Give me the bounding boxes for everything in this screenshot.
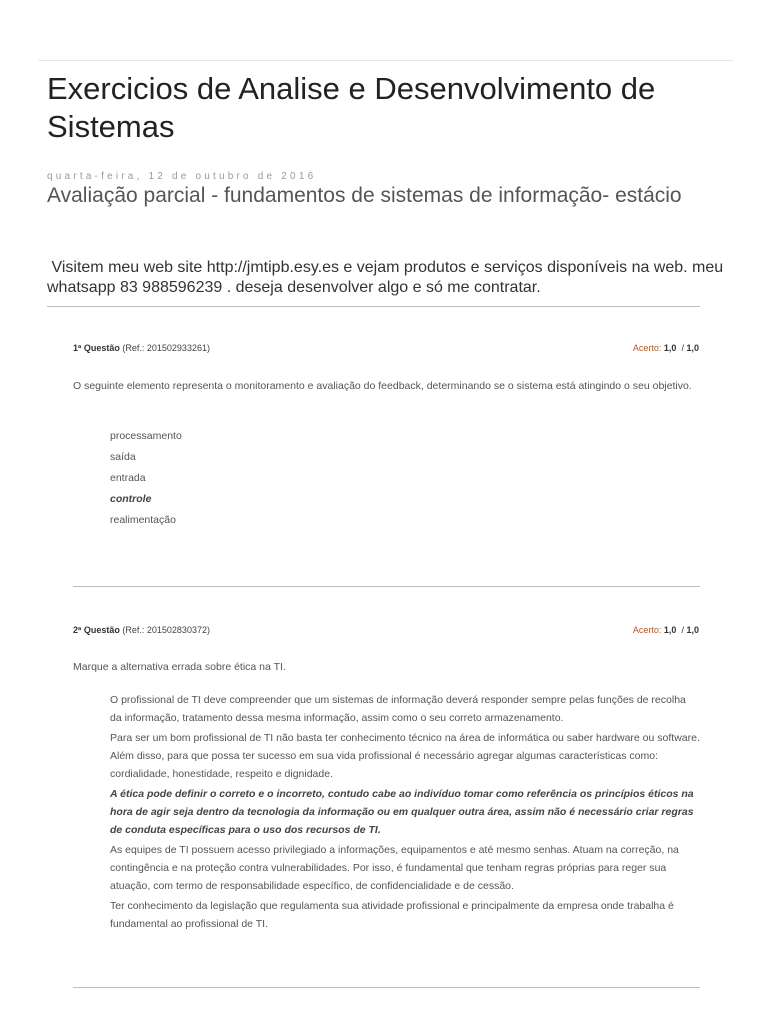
option-item[interactable]: saída xyxy=(110,451,136,463)
question-1-number: 1ª xyxy=(73,343,82,353)
question-1-ref: (Ref.: 201502933261) xyxy=(122,343,210,353)
question-2-number: 2ª xyxy=(73,625,82,635)
post-title[interactable]: Avaliação parcial - fundamentos de sistemas de informação- estácio xyxy=(47,184,682,207)
blog-title[interactable]: Exercicios de Analise e Desenvolvimento de Sistemas xyxy=(47,71,656,144)
post-intro: Visitem meu web site http://jmtipb.esy.es e vejam produtos e serviços disponíveis na web. meu whatsapp 83 988596239 . deseja desenvolver algo e só me contratar. xyxy=(47,259,728,296)
question-1-score xyxy=(633,343,699,353)
question-2-label: Questão xyxy=(83,625,120,635)
header-divider xyxy=(38,60,733,61)
option-item[interactable]: Ter conhecimento da legislação que regulamenta sua atividade profissional e principalmente da empresa onde trabalha é fundamental ao profissional de TI. xyxy=(110,900,674,930)
score-separator: / xyxy=(681,343,684,353)
score-label: Acerto: xyxy=(632,625,662,635)
score-value: 1,0 xyxy=(663,343,677,353)
option-item[interactable]: entrada xyxy=(110,472,146,484)
question-1-label: Questão xyxy=(83,343,120,353)
score-max: 1,0 xyxy=(686,343,699,353)
question-1-header xyxy=(73,343,210,353)
score-separator: / xyxy=(681,625,684,635)
option-item[interactable]: O profissional de TI deve compreender que um sistemas de informação deverá responder sempre pelas funções de recolha da informação, tratamento dessa mesma informação, assim como o seu correto armazenamento. xyxy=(110,694,686,724)
score-max: 1,0 xyxy=(686,625,699,635)
score-label: Acerto: xyxy=(632,343,662,353)
question-2-header xyxy=(73,625,210,635)
post-date: quarta-feira, 12 de outubro de 2016 xyxy=(47,171,317,182)
question-divider xyxy=(73,586,700,587)
option-item[interactable]: Para ser um bom profissional de TI não basta ter conhecimento técnico na área de informática ou saber hardware ou software. Além disso, para que possa ter sucesso em sua vida profissional é necessário agregar algumas características como: cordialidade, honestidade, respeito e dignidade. xyxy=(110,732,700,780)
option-item-selected[interactable]: controle xyxy=(110,493,152,505)
question-2-score xyxy=(633,625,699,635)
question-divider xyxy=(73,987,700,988)
intro-divider xyxy=(47,306,700,307)
option-item[interactable]: processamento xyxy=(110,430,182,442)
option-item[interactable]: As equipes de TI possuem acesso privilegiado a informações, equipamentos e até mesmo senhas. Atuam na correção, na contingência e na proteção contra vulnerabilidades. Por isso, é fundamental que tenham regras próprias para reger sua atuação, com termo de responsabilidade específico, de confidencialidade e de cessão. xyxy=(110,844,679,892)
score-value: 1,0 xyxy=(663,625,677,635)
question-2-statement: Marque a alternativa errada sobre ética na TI. xyxy=(73,661,286,673)
question-1-options xyxy=(110,426,700,531)
option-item-selected[interactable]: A ética pode definir o correto e o incorreto, contudo cabe ao indivíduo tomar como referência os princípios éticos na hora de agir seja dentro da tecnologia da informação ou em qualquer outra área, assim não é necessário criar regras de conduta específicas para o uso dos recursos de TI. xyxy=(110,788,694,836)
question-2-ref: (Ref.: 201502830372) xyxy=(122,625,210,635)
question-2-options xyxy=(110,691,700,935)
option-item[interactable]: realimentação xyxy=(110,514,176,526)
question-1-statement: O seguinte elemento representa o monitoramento e avaliação do feedback, determinando se o sistema está atingindo o seu objetivo. xyxy=(73,380,692,392)
